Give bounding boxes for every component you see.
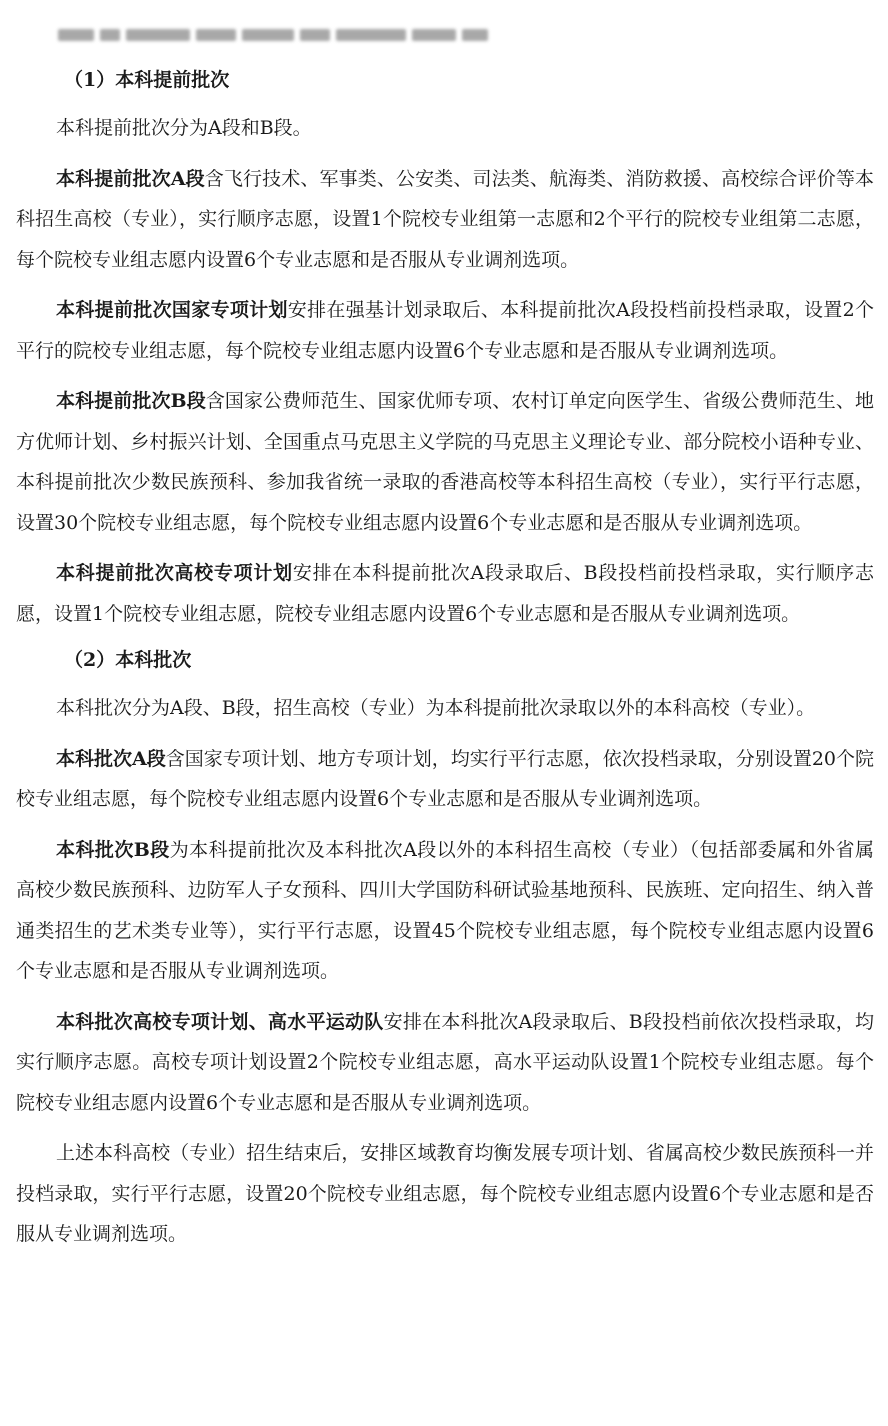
paragraph-text: 含国家公费师范生、国家优师专项、农村订单定向医学生、省级公费师范生、地方优师计划、乡村振兴计划、全国重点马克思主义学院的马克思主义理论专业、部分院校小语种专业、本科提前批次少数民族预科、参加我省统一录取的香港高校等本科招生高校（专业），实行平行志愿，设置30个院校专业组志愿，每个院校专业组志愿内设置6个专业志愿和是否服从专业调剂选项。 (16, 390, 874, 534)
blurred-header (58, 26, 488, 44)
paragraph (16, 381, 874, 543)
paragraph-text: 本科提前批次分为A段和B段。 (56, 117, 312, 139)
paragraph-text: 含飞行技术、军事类、公安类、司法类、航海类、消防救援、高校综合评价等本科招生高校（专业），实行顺序志愿，设置1个院校专业组第一志愿和2个平行的院校专业组第二志愿，每个院校专业组志愿内设置6个专业志愿和是否服从专业调剂选项。 (16, 167, 874, 271)
document-body (16, 64, 874, 1265)
paragraph-lead: 本科批次B段 (56, 838, 170, 861)
paragraph (16, 159, 874, 281)
paragraph (16, 1133, 874, 1255)
paragraph (16, 830, 874, 992)
section-heading-2: （2）本科批次 (64, 649, 192, 671)
paragraph-text: 本科批次分为A段、B段，招生高校（专业）为本科提前批次录取以外的本科高校（专业）。 (56, 697, 816, 719)
paragraph-lead: 本科提前批次A段 (56, 167, 205, 190)
paragraph-text: 上述本科高校（专业）招生结束后，安排区域教育均衡发展专项计划、省属高校少数民族预科一并投档录取，实行平行志愿，设置20个院校专业组志愿，每个院校专业组志愿内设置6个专业志愿和是否服从专业调剂选项。 (16, 1142, 874, 1245)
paragraph (16, 1002, 874, 1124)
paragraph (16, 108, 874, 149)
paragraph-lead: 本科提前批次B段 (56, 390, 206, 412)
paragraph (16, 290, 874, 371)
paragraph-lead: 本科提前批次国家专项计划 (56, 299, 288, 321)
paragraph (16, 553, 874, 634)
paragraph-lead: 本科批次A段 (56, 747, 166, 770)
section-heading-1: （1）本科提前批次 (64, 69, 230, 91)
paragraph (16, 739, 874, 820)
paragraph-text: 安排在本科批次A段录取后、B段投档前依次投档录取，均实行顺序志愿。高校专项计划设置2个院校专业组志愿，高水平运动队设置1个院校专业组志愿。每个院校专业组志愿内设置6个专业志愿和是否服从专业调剂选项。 (16, 1010, 874, 1114)
paragraph-lead: 本科提前批次高校专项计划 (56, 562, 293, 584)
paragraph-text: 安排在强基计划录取后、本科提前批次A段投档前投档录取，设置2个平行的院校专业组志愿，每个院校专业组志愿内设置6个专业志愿和是否服从专业调剂选项。 (16, 299, 874, 362)
paragraph-text: 安排在本科提前批次A段录取后、B段投档前投档录取，实行顺序志愿，设置1个院校专业组志愿，院校专业组志愿内设置6个专业志愿和是否服从专业调剂选项。 (16, 562, 874, 625)
paragraph-text: 为本科提前批次及本科批次A段以外的本科招生高校（专业）（包括部委属和外省属高校少数民族预科、边防军人子女预科、四川大学国防科研试验基地预科、民族班、定向招生、纳入普通类招生的艺术类专业等），实行平行志愿，设置45个院校专业组志愿，每个院校专业组志愿内设置6个专业志愿和是否服从专业调剂选项。 (16, 838, 874, 982)
paragraph-text: 含国家专项计划、地方专项计划，均实行平行志愿，依次投档录取，分别设置20个院校专业组志愿，每个院校专业组志愿内设置6个专业志愿和是否服从专业调剂选项。 (16, 747, 874, 810)
paragraph-lead: 本科批次高校专项计划、高水平运动队 (56, 1010, 384, 1033)
paragraph (16, 688, 874, 729)
